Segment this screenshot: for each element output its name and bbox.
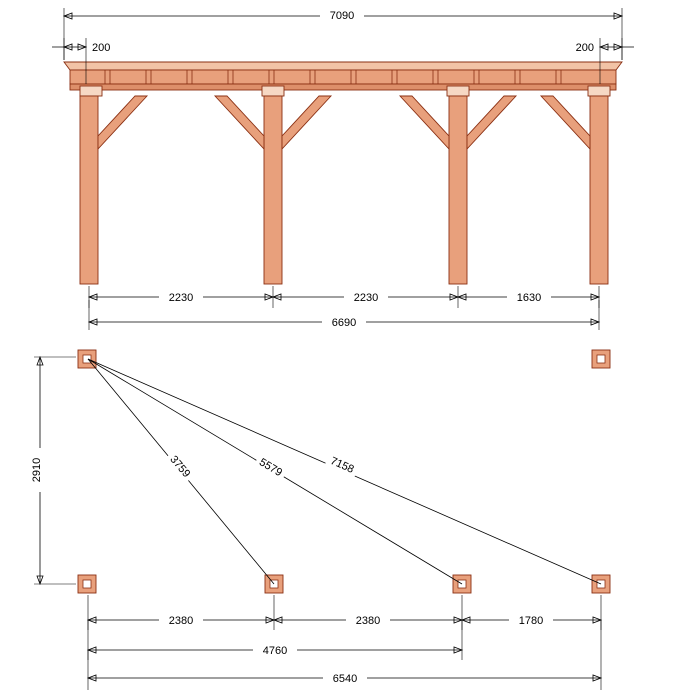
dim-plan-bay-2-label: 2380 <box>355 615 381 627</box>
dim-overall-posts <box>89 300 599 330</box>
dim-plan-bay-3-label: 1780 <box>518 615 544 627</box>
dim-plan-bay-1-label: 2380 <box>168 615 194 627</box>
dim-plan-subtotal-label: 4760 <box>262 645 288 657</box>
dim-diagonal-2-label: 5579 <box>256 456 285 480</box>
plan-diagonals <box>88 359 601 584</box>
dim-diagonal-3-label: 7158 <box>328 454 356 476</box>
plan-post-bottom-1 <box>78 575 96 593</box>
dim-bay-2-label: 2230 <box>353 292 379 304</box>
dim-overhang-right-label: 200 <box>575 42 594 54</box>
plan-post-top-right <box>592 350 610 368</box>
dim-plan-bays-row <box>88 595 601 630</box>
dim-diagonal-1-label: 3759 <box>167 453 193 481</box>
roof-beam <box>64 62 622 90</box>
dim-plan-overall <box>88 620 601 690</box>
plan-view <box>29 350 610 690</box>
dim-bays-row <box>89 286 599 308</box>
dim-overall-roof <box>64 8 622 60</box>
dim-overall-posts-label: 6690 <box>331 317 357 329</box>
posts <box>80 96 608 284</box>
dim-bay-3-label: 1630 <box>516 292 542 304</box>
dim-bay-1-label: 2230 <box>168 292 194 304</box>
dim-plan-overall-label: 6540 <box>332 673 358 685</box>
dim-plan-depth <box>29 357 76 584</box>
front-elevation-view <box>52 8 634 330</box>
dim-plan-subtotal <box>88 620 462 660</box>
knee-braces <box>98 96 590 149</box>
dim-plan-depth-label: 2910 <box>31 457 43 483</box>
dim-overall-roof-label: 7090 <box>329 10 355 22</box>
dim-overhang-left-label: 200 <box>92 42 111 54</box>
